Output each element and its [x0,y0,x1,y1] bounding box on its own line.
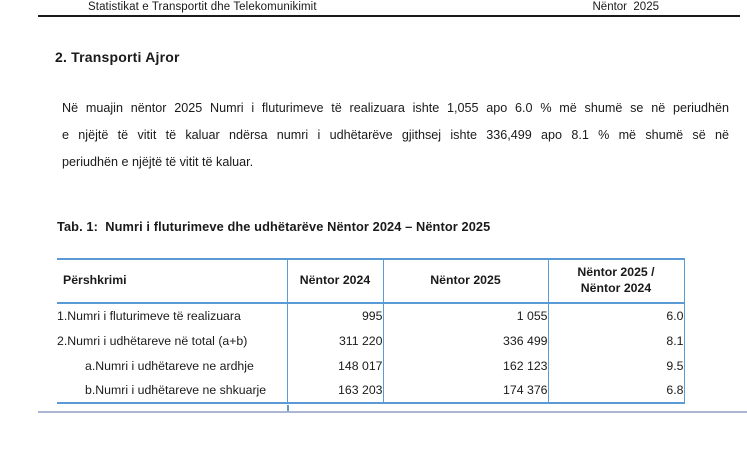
row-value-2025: 174 376 [383,378,548,403]
row-label: a.Numri i udhëtareve ne ardhje [57,353,287,378]
column-header-description: Përshkrimi [57,259,287,303]
row-value-2024: 995 [287,303,383,328]
flights-table [57,258,685,404]
table-row [57,328,684,353]
row-label: 2.Numri i udhëtareve në total (a+b) [57,328,287,353]
flights-table-wrapper [57,258,685,404]
column-header-ratio-line1: Nëntor 2025 / [577,265,655,280]
row-value-2024: 148 017 [287,353,383,378]
column-header-nentor-2025: Nëntor 2025 [383,259,548,303]
column-header-ratio-line2: Nëntor 2024 [580,281,652,295]
row-label: 1.Numri i fluturimeve të realizuara [57,303,287,328]
table-row [57,353,684,378]
section-title: 2. Transporti Ajror [55,49,180,65]
column-header-nentor-2024: Nëntor 2024 [287,259,383,303]
row-value-ratio: 9.5 [548,353,684,378]
row-label: b.Numri i udhëtareve ne shkuarje [57,378,287,403]
paragraph-line-1: Në muajin nëntor 2025 Numri i fluturimeve të realizuara ishte 1,055 apo 6.0 % më shumë se në periudhën [62,101,729,115]
summary-paragraph [62,95,729,176]
row-value-2024: 163 203 [287,378,383,403]
row-value-ratio: 6.8 [548,378,684,403]
header-divider-rule [38,15,740,17]
row-value-2025: 336 499 [383,328,548,353]
row-value-2025: 162 123 [383,353,548,378]
report-header-title: Statistikat e Transportit dhe Telekomunikimit [88,1,317,13]
row-value-2025: 1 055 [383,303,548,328]
row-value-ratio: 8.1 [548,328,684,353]
paragraph-line-3: periudhën e njëjtë të vitit të kaluar. [62,155,254,169]
table-row [57,378,684,403]
column-header-ratio [548,259,684,303]
report-header-period: Nëntor 2025 [592,1,659,13]
row-value-ratio: 6.0 [548,303,684,328]
paragraph-line-2: e njëjtë të vitit të kaluar ndërsa numri i udhëtarëve gjithsej ishte 336,499 apo 8.1 % më shumë së në [62,128,729,142]
footer-divider-rule [38,411,747,413]
table-caption: Tab. 1: Numri i fluturimeve dhe udhëtarëve Nëntor 2024 – Nëntor 2025 [57,219,491,234]
row-value-2024: 311 220 [287,328,383,353]
table-row [57,303,684,328]
table-header-row [57,259,684,303]
